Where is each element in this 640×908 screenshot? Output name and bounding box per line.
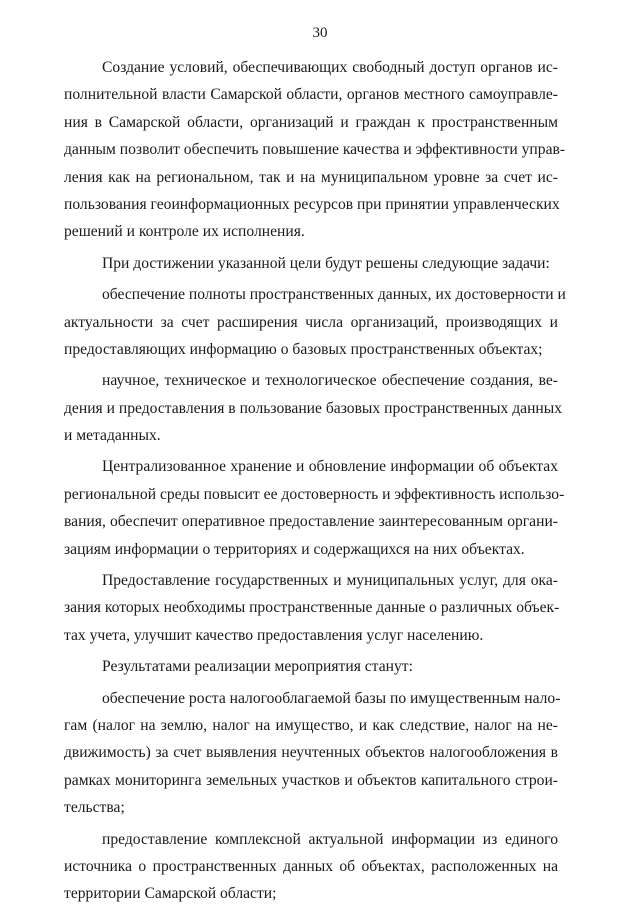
text-line: гам (налог на землю, налог на имущество, и как следствие, налог на не- [64,716,558,734]
text-line: источника о пространственных данных об объектах, расположенных на [64,857,558,875]
paragraph [64,826,558,908]
paragraph [64,453,565,563]
text-line: ния в Самарской области, организаций и граждан к пространственным [64,113,558,131]
text-line: тах учета, улучшит качество предоставления услуг населению. [64,626,484,644]
text-line: Централизованное хранение и обновление информации об объектах [102,458,558,476]
paragraph [64,653,558,680]
text-line: актуальности за счет расширения числа организаций, производящих и [64,313,558,331]
text-line: региональной среды повысит ее достоверность и эффективность использо- [64,485,565,503]
text-line: тельства; [64,799,125,817]
text-line: предоставляющих информацию о базовых пространственных объектах; [64,340,543,358]
text-line: обеспечение роста налогооблагаемой базы по имущественным нало- [102,689,561,707]
text-line: полнительной власти Самарской области, органов местного самоуправле- [64,86,558,104]
paragraph [64,567,558,649]
text-line: Создание условий, обеспечивающих свободный доступ органов ис- [102,59,558,76]
text-line: ления как на региональном, так и на муниципальном уровне за счет ис- [64,168,558,186]
text-line: данным позволит обеспечить повышение качества и эффективности управ- [64,141,566,159]
text-line: дения и предоставления в пользование базовых пространственных данных [64,399,563,417]
paragraph [64,281,566,363]
text-line: зания которых необходимы пространственные данные о различных объек- [64,599,560,617]
text-line: Результатами реализации мероприятия станут: [102,658,413,676]
text-line: вания, обеспечит оперативное предоставление заинтересованным органи- [64,513,558,531]
document-body [64,54,566,908]
paragraph [64,685,561,822]
page-number: 30 [312,25,328,41]
paragraph [64,54,566,246]
text-line: решений и контроле их исполнения. [64,223,305,241]
text-line: научное, техническое и технологическое обеспечение создания, ве- [102,372,558,390]
text-line: Предоставление государственных и муниципальных услуг, для ока- [102,572,558,590]
text-line: территории Самарской области; [64,885,277,903]
text-line: При достижении указанной цели будут решены следующие задачи: [102,254,550,272]
text-line: предоставление комплексной актуальной информации из единого [102,830,558,848]
paragraph [64,250,558,277]
text-line: зациям информации о территориях и содержащихся на них объектах. [64,540,525,558]
text-line: движимость) за счет выявления неучтенных объектов налогообложения в [64,744,558,762]
text-line: обеспечение полноты пространственных данных, их достоверности и [102,286,566,304]
paragraph [64,367,563,449]
text-line: пользования геоинформационных ресурсов при принятии управленческих [64,195,560,213]
text-line: и метаданных. [64,427,161,445]
text-line: рамках мониторинга земельных участков и объектов капитального строи- [64,771,558,789]
